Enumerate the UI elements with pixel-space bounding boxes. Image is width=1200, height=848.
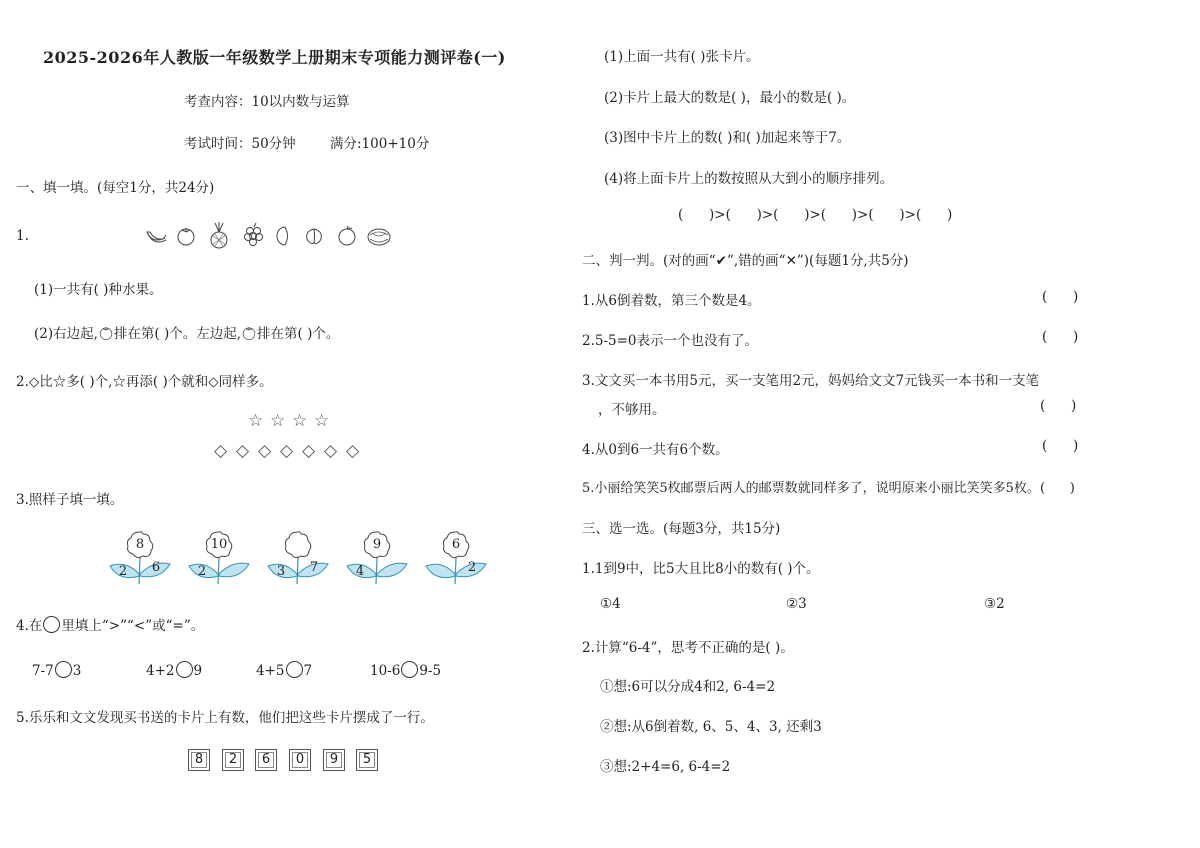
compare-right: 3 <box>72 663 82 679</box>
q1-sub2 <box>34 322 339 342</box>
diamond-icon: ◇ <box>302 441 316 461</box>
flower-top-number: 10 <box>210 537 228 552</box>
tomato-icon <box>175 225 197 247</box>
flower-diagram <box>187 530 251 586</box>
tomato-icon <box>98 325 114 341</box>
number-card: 0 <box>289 749 311 771</box>
q5-sub4: (4)将上面卡片上的数按照从大到小的顺序排列。 <box>604 171 894 187</box>
exam-time-score: 考试时间：50分钟 满分:100+10分 <box>184 136 430 152</box>
judge-paren-1[interactable]: ( ) <box>1042 289 1079 305</box>
q2-number: 2. <box>16 374 29 390</box>
choice-q1: 1.1到9中，比5大且比8小的数有( )个。 <box>582 561 820 577</box>
section-2-heading: 二、判一判。(对的画“✔”,错的画“✕”)(每题1分,共5分) <box>582 253 909 269</box>
flower-diagram <box>108 530 172 586</box>
choice-q2: 2.计算“6-4”，思考不正确的是( )。 <box>582 640 794 656</box>
choice-option[interactable]: ①4 <box>600 596 621 612</box>
diamond-icon: ◇ <box>208 374 219 390</box>
compare-right: 9 <box>193 663 203 679</box>
compare-left: 7-7 <box>32 663 54 679</box>
compare-right: 7 <box>303 663 313 679</box>
compare-circle[interactable] <box>286 661 303 678</box>
judge-item-4: 4.从0到6一共有6个数。 <box>582 442 729 458</box>
flower-left-number: 4 <box>355 564 365 579</box>
order-row: ( )>( )>( )>( )>( )>( ) <box>678 207 953 223</box>
q1-sub2-a: (2)右边起, <box>34 326 98 342</box>
q1-number: 1. <box>16 228 29 244</box>
flower-left-number: 3 <box>276 564 286 579</box>
diamond-icon: ◇ <box>28 374 40 390</box>
diamond-icon: ◇ <box>346 441 360 461</box>
compare-item <box>146 661 202 679</box>
q5-text: 5.乐乐和文文发现买书送的卡片上有数，他们把这些卡片摆成了一行。 <box>16 710 434 726</box>
flower-diagram <box>424 530 488 586</box>
exam-content: 考查内容：10以内数与运算 <box>184 94 350 110</box>
flower-top-number: 9 <box>372 537 382 552</box>
watermelon-icon <box>366 225 392 247</box>
compare-right: 9-5 <box>419 663 442 679</box>
compare-circle[interactable] <box>55 661 72 678</box>
star-icon: ☆ <box>292 411 308 431</box>
flower-top-number: 8 <box>135 537 145 552</box>
compare-item <box>370 661 441 679</box>
q4-text-b: 里填上“>”“<”或“=”。 <box>61 618 205 634</box>
judge-item-3: 3.文文买一本书用5元，买一支笔用2元，妈妈给文文7元钱买一本书和一支笔 <box>582 373 1040 389</box>
q2-text <box>16 370 273 390</box>
circle-icon <box>43 616 60 633</box>
q1-sub1: (1)一共有( )种水果。 <box>34 282 163 298</box>
q1-sub2-b: 排在第( )个。左边起, <box>113 326 242 342</box>
compare-left: 4+2 <box>146 663 175 679</box>
pineapple-icon <box>206 221 232 249</box>
q5-sub3: (3)图中卡片上的数( )和( )加起来等于7。 <box>604 130 851 146</box>
q2-text-c: 同样多。 <box>218 374 273 390</box>
flower-right-number: 2 <box>467 560 477 575</box>
judge-item-2: 2.5-5=0表示一个也没有了。 <box>582 333 759 349</box>
q4-text <box>16 614 204 634</box>
choice-option[interactable]: ②想:从6倒着数, 6、5、4、3, 还剩3 <box>600 719 822 735</box>
flower-left-number: 2 <box>118 564 128 579</box>
flower-diagram <box>345 530 409 586</box>
judge-item-5: 5.小丽给笑笑5枚邮票后两人的邮票数就同样多了，说明原来小丽比笑笑多5枚。( ) <box>582 481 1075 496</box>
number-card: 8 <box>188 749 210 771</box>
page-title: 2025-2026年人教版一年级数学上册期末专项能力测评卷(一) <box>43 48 506 67</box>
diamond-icon: ◇ <box>324 441 338 461</box>
judge-paren-4[interactable]: ( ) <box>1042 438 1079 454</box>
judge-paren-3[interactable]: ( ) <box>1040 398 1077 414</box>
grapes-icon <box>242 222 266 248</box>
diamond-icon: ◇ <box>258 441 272 461</box>
orange-icon <box>336 225 358 247</box>
q2-text-b: 比☆多( )个,☆再添( )个就和 <box>39 374 209 390</box>
number-card: 2 <box>222 749 244 771</box>
judge-item-3-cont: ，不够用。 <box>598 402 666 418</box>
number-card: 9 <box>323 749 345 771</box>
compare-circle[interactable] <box>401 661 418 678</box>
choice-option[interactable]: ②3 <box>786 596 807 612</box>
star-icon: ☆ <box>270 411 286 431</box>
section-1-heading: 一、填一填。(每空1分，共24分) <box>16 180 215 196</box>
compare-circle[interactable] <box>176 661 193 678</box>
flower-right-number: 6 <box>151 560 161 575</box>
lemon-icon <box>275 225 295 247</box>
star-icon: ☆ <box>248 411 264 431</box>
tomato-icon <box>241 325 257 341</box>
compare-left: 10-6 <box>370 663 401 679</box>
diamond-icon: ◇ <box>236 441 250 461</box>
star-icon: ☆ <box>314 411 330 431</box>
judge-item-1: 1.从6倒着数，第三个数是4。 <box>582 293 761 309</box>
q5-sub1: (1)上面一共有( )张卡片。 <box>604 49 760 65</box>
choice-option[interactable]: ③想:2+4=6, 6-4=2 <box>600 759 731 775</box>
q5-sub2: (2)卡片上最大的数是( )，最小的数是( )。 <box>604 90 856 106</box>
diamond-icon: ◇ <box>214 441 228 461</box>
flower-top-number: 6 <box>451 537 461 552</box>
compare-left: 4+5 <box>256 663 285 679</box>
judge-paren-2[interactable]: ( ) <box>1042 329 1079 345</box>
q4-text-a: 4.在 <box>16 618 43 634</box>
choice-option[interactable]: ③2 <box>984 596 1005 612</box>
flower-right-number: 7 <box>309 560 319 575</box>
number-card: 5 <box>356 749 378 771</box>
q3-text: 3.照样子填一填。 <box>16 492 124 508</box>
choice-option[interactable]: ①想:6可以分成4和2, 6-4=2 <box>600 679 776 695</box>
flower-left-number: 2 <box>197 564 207 579</box>
q1-sub2-c: 排在第( )个。 <box>257 326 340 342</box>
banana-icon <box>144 224 168 248</box>
section-3-heading: 三、选一选。(每题3分，共15分) <box>582 521 781 537</box>
flower-diagram <box>266 530 330 586</box>
peach-icon <box>303 225 325 247</box>
compare-item <box>256 661 312 679</box>
compare-item <box>32 661 81 679</box>
diamond-icon: ◇ <box>280 441 294 461</box>
number-card: 6 <box>255 749 277 771</box>
